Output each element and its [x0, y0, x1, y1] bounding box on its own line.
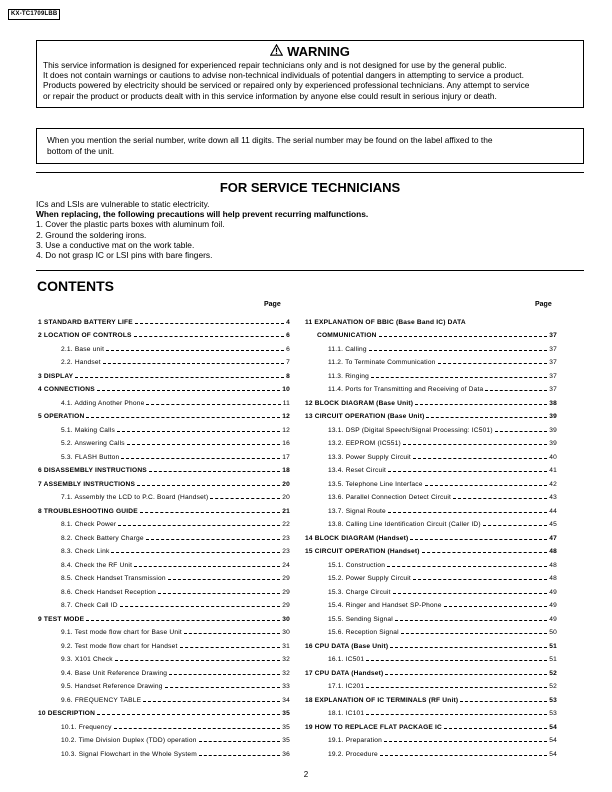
toc-entry[interactable] — [305, 731, 557, 745]
contents-title: CONTENTS — [37, 278, 114, 294]
toc-entry[interactable] — [305, 623, 557, 637]
contents-left-column — [38, 312, 290, 758]
toc-entry[interactable] — [305, 569, 557, 583]
toc-leader — [426, 417, 547, 418]
toc-entry-page: 45 — [549, 521, 557, 528]
toc-entry-label: 10.1. Frequency — [61, 723, 112, 731]
toc-leader — [143, 701, 280, 702]
toc-leader — [395, 620, 547, 621]
toc-entry-label: 5 OPERATION — [38, 413, 85, 420]
toc-leader — [86, 417, 280, 418]
toc-entry-label: 18.1. IC101 — [328, 710, 365, 717]
toc-entry[interactable] — [38, 731, 290, 745]
toc-entry-label: 7 ASSEMBLY INSTRUCTIONS — [38, 480, 136, 488]
toc-entry[interactable] — [305, 650, 557, 664]
toc-entry[interactable] — [305, 609, 557, 623]
toc-entry[interactable] — [38, 393, 290, 407]
serial-note-box — [36, 128, 584, 164]
toc-leader — [114, 728, 281, 729]
toc-entry-label: 13.6. Parallel Connection Detect Circuit — [328, 494, 452, 501]
toc-entry-label: 1 STANDARD BATTERY LIFE — [38, 318, 133, 326]
toc-entry[interactable] — [305, 434, 557, 448]
toc-entry-page: 52 — [549, 669, 557, 677]
toc-leader — [388, 512, 547, 513]
toc-entry-page: 41 — [549, 467, 557, 474]
toc-entry[interactable] — [38, 380, 290, 394]
toc-entry-page: 4 — [286, 318, 290, 326]
toc-entry[interactable] — [38, 636, 290, 650]
toc-entry-label: 2.2. Handset — [61, 359, 101, 366]
toc-entry[interactable] — [305, 447, 557, 461]
toc-leader — [369, 350, 548, 351]
toc-leader — [135, 323, 284, 324]
toc-entry-page: 30 — [282, 629, 290, 636]
toc-entry-label: 15.5. Sending Signal — [328, 615, 393, 623]
toc-entry-label: 2 LOCATION OF CONTROLS — [38, 332, 132, 339]
serial-line: bottom of the unit. — [47, 145, 115, 156]
toc-entry-page: 51 — [549, 656, 557, 663]
toc-leader — [75, 377, 284, 378]
toc-leader — [146, 404, 280, 405]
serial-line: When you mention the serial number, write down all 11 digits. The serial number may be found on the label affixed to the — [47, 135, 493, 145]
warning-title: WARNING — [287, 44, 350, 59]
toc-entry[interactable] — [38, 704, 290, 718]
toc-leader — [422, 552, 548, 553]
toc-entry-page: 31 — [282, 642, 290, 650]
toc-entry[interactable] — [38, 744, 290, 758]
toc-entry-page: 37 — [549, 372, 557, 380]
toc-entry-page: 10 — [282, 386, 290, 393]
toc-leader — [385, 674, 547, 675]
toc-entry-label: 13.2. EEPROM (IC551) — [328, 440, 401, 447]
toc-entry-page: 20 — [282, 494, 290, 501]
toc-leader — [168, 579, 280, 580]
toc-leader — [460, 701, 547, 702]
precaution-step: 4. Do not grasp IC or LSI pins with bare fingers. — [36, 250, 213, 261]
toc-leader — [184, 633, 280, 634]
toc-entry-page: 37 — [549, 386, 557, 393]
toc-entry[interactable] — [38, 609, 290, 623]
toc-entry-page: 8 — [286, 372, 290, 380]
warning-line: or repair the product or products dealt with in this service information by anyone else could result in serious injury or death. — [43, 90, 497, 101]
toc-entry[interactable] — [305, 528, 557, 542]
toc-entry[interactable] — [38, 650, 290, 664]
toc-entry[interactable] — [38, 339, 290, 353]
toc-entry-page: 12 — [282, 426, 290, 434]
toc-entry-page: 32 — [282, 656, 290, 663]
toc-entry-label: 15.4. Ringer and Handset SP-Phone — [328, 602, 442, 609]
toc-leader — [495, 431, 548, 432]
toc-entry-page: 52 — [549, 683, 557, 690]
toc-leader — [366, 714, 547, 715]
toc-entry-label: 9.4. Base Unit Reference Drawing — [61, 669, 168, 677]
toc-entry[interactable] — [38, 690, 290, 704]
toc-entry[interactable] — [38, 407, 290, 421]
toc-entry[interactable] — [38, 555, 290, 569]
toc-leader — [106, 350, 284, 351]
toc-entry-page: 18 — [282, 467, 290, 474]
toc-leader — [366, 687, 547, 688]
toc-leader — [453, 498, 547, 499]
toc-entry-page: 35 — [282, 710, 290, 717]
toc-entry[interactable] — [38, 474, 290, 488]
toc-entry-label: 18 EXPLANATION OF IC TERMINALS (RF Unit) — [305, 696, 459, 704]
toc-entry[interactable] — [305, 542, 557, 556]
toc-leader — [384, 741, 547, 742]
toc-entry-page: 54 — [549, 750, 557, 758]
toc-entry[interactable] — [38, 434, 290, 448]
toc-entry-page: 16 — [282, 440, 290, 447]
toc-leader — [149, 471, 280, 472]
service-technicians-title: FOR SERVICE TECHNICIANS — [219, 180, 401, 195]
model-tag: KX-TC1709LBB — [8, 9, 60, 20]
warning-text — [37, 59, 583, 101]
toc-entry-page: 50 — [549, 629, 557, 636]
toc-entry[interactable] — [38, 663, 290, 677]
toc-leader — [387, 566, 547, 567]
warning-line: It does not contain warnings or cautions to advise non-technical individuals of potential dangers in attempting to service a product. — [43, 70, 524, 81]
toc-entry-page: 49 — [549, 602, 557, 609]
toc-entry-label: 13.1. DSP (Digital Speech/Signal Processing: IC501) — [328, 426, 493, 434]
toc-entry[interactable] — [305, 663, 557, 677]
toc-leader — [165, 687, 281, 688]
toc-entry-label: 12 BLOCK DIAGRAM (Base Unit) — [305, 399, 414, 407]
toc-entry-label: 5.1. Making Calls — [61, 426, 115, 434]
service-technicians-text — [36, 196, 584, 260]
toc-entry-label: 4 CONNECTIONS — [38, 386, 95, 393]
toc-entry-page: 24 — [282, 561, 290, 569]
toc-leader — [415, 404, 547, 405]
toc-entry[interactable] — [305, 636, 557, 650]
toc-entry-label: 10.3. Signal Flowchart in the Whole System — [61, 750, 197, 758]
contents-right-column — [305, 312, 557, 758]
toc-entry-page: 37 — [549, 359, 557, 366]
warning-box — [36, 40, 584, 108]
toc-entry[interactable] — [38, 623, 290, 637]
toc-leader — [388, 471, 547, 472]
toc-leader — [134, 566, 280, 567]
toc-entry[interactable] — [305, 420, 557, 434]
toc-entry-page: 38 — [549, 399, 557, 407]
toc-leader — [158, 593, 280, 594]
toc-leader — [111, 552, 280, 553]
toc-leader — [413, 579, 547, 580]
toc-entry[interactable] — [305, 366, 557, 380]
toc-entry-label: 15.1. Construction — [328, 561, 386, 569]
toc-entry-page: 53 — [549, 710, 557, 717]
toc-leader — [379, 336, 548, 337]
page-column-header-left: Page — [264, 301, 281, 308]
toc-entry-page: 39 — [549, 413, 557, 420]
toc-entry[interactable] — [38, 542, 290, 556]
toc-leader — [97, 714, 280, 715]
toc-entry[interactable] — [38, 420, 290, 434]
toc-entry-page: 43 — [549, 494, 557, 501]
toc-entry-page: 48 — [549, 575, 557, 582]
toc-entry-label: 7.1. Assembly the LCD to P.C. Board (Handset) — [61, 494, 209, 501]
toc-entry-page: 49 — [549, 615, 557, 623]
toc-entry[interactable] — [38, 461, 290, 475]
toc-entry-label: 9 TEST MODE — [38, 615, 85, 623]
toc-leader — [118, 525, 280, 526]
toc-leader — [117, 431, 280, 432]
toc-entry[interactable] — [305, 312, 557, 326]
toc-entry-label: 8.4. Check the RF Unit — [61, 561, 133, 569]
toc-entry-label: 9.2. Test mode flow chart for Handset — [61, 642, 178, 650]
toc-entry[interactable] — [305, 339, 557, 353]
toc-entry-label: 5.2. Answering Calls — [61, 440, 125, 447]
toc-entry-label: 8 TROUBLESHOOTING GUIDE — [38, 507, 138, 515]
toc-entry-label: 11.4. Ports for Transmitting and Receiving of Data — [328, 386, 484, 393]
toc-entry-page: 51 — [549, 642, 557, 650]
toc-leader — [401, 633, 548, 634]
toc-leader — [97, 390, 280, 391]
toc-entry-page: 35 — [282, 737, 290, 744]
toc-entry-page: 37 — [549, 332, 557, 339]
toc-entry-page: 48 — [549, 548, 557, 555]
toc-entry-label: 11.2. To Terminate Communication — [328, 359, 436, 366]
toc-leader — [210, 498, 280, 499]
toc-entry-label: 10.2. Time Division Duplex (TDD) operation — [61, 737, 197, 744]
toc-entry-label: COMMUNICATION — [317, 332, 377, 339]
toc-leader — [366, 660, 547, 661]
toc-entry-label: 8.2. Check Battery Charge — [61, 534, 144, 542]
toc-entry[interactable] — [38, 447, 290, 461]
toc-entry[interactable] — [305, 582, 557, 596]
toc-entry-page: 23 — [282, 548, 290, 555]
toc-entry-page: 6 — [286, 345, 290, 353]
toc-leader — [103, 363, 284, 364]
toc-entry-page: 42 — [549, 480, 557, 488]
toc-entry[interactable] — [305, 596, 557, 610]
toc-entry-label: 11.3. Ringing — [328, 372, 369, 380]
toc-leader — [403, 444, 547, 445]
precaution-step: 2. Ground the soldering irons. — [36, 229, 147, 240]
toc-entry-page: 23 — [282, 534, 290, 542]
toc-leader — [140, 512, 280, 513]
toc-entry-label: 8.7. Check Call ID — [61, 602, 118, 609]
toc-entry-label: 16.1. IC501 — [328, 656, 365, 663]
toc-entry[interactable] — [38, 569, 290, 583]
toc-entry-page: 54 — [549, 737, 557, 744]
toc-entry-label: 13.8. Calling Line Identification Circuit (Caller ID) — [328, 521, 481, 528]
toc-leader — [444, 606, 548, 607]
page-number: 2 — [303, 770, 309, 779]
toc-entry[interactable] — [305, 474, 557, 488]
toc-leader — [169, 674, 280, 675]
toc-entry[interactable] — [38, 717, 290, 731]
toc-leader — [146, 539, 281, 540]
toc-entry-label: 8.1. Check Power — [61, 521, 117, 528]
warning-line: This service information is designed for experienced repair technicians only and is not designed for use by the general public. — [43, 60, 507, 70]
toc-entry-page: 32 — [282, 669, 290, 677]
toc-entry-page: 49 — [549, 588, 557, 596]
toc-entry[interactable] — [305, 461, 557, 475]
toc-entry-label: 9.5. Handset Reference Drawing — [61, 683, 163, 690]
toc-entry-page: 48 — [549, 561, 557, 569]
toc-leader — [199, 755, 280, 756]
toc-entry-label: 17.1. IC201 — [328, 683, 365, 690]
toc-entry-page: 53 — [549, 696, 557, 704]
service-technicians-section — [36, 172, 584, 270]
toc-entry[interactable] — [38, 312, 290, 326]
toc-entry-label: 13.3. Power Supply Circuit — [328, 453, 411, 461]
toc-entry[interactable] — [305, 704, 557, 718]
toc-entry[interactable] — [305, 677, 557, 691]
toc-entry-label: 9.6. FREQUENCY TABLE — [61, 696, 142, 704]
toc-entry-label: 19.2. Procedure — [328, 750, 378, 758]
toc-entry[interactable] — [305, 488, 557, 502]
toc-entry[interactable] — [38, 677, 290, 691]
toc-entry-page: 22 — [282, 521, 290, 528]
toc-entry-page: 44 — [549, 507, 557, 515]
toc-entry-label: 17 CPU DATA (Handset) — [305, 669, 384, 677]
toc-entry[interactable] — [305, 744, 557, 758]
toc-leader — [121, 458, 280, 459]
toc-entry-label: 4.1. Adding Another Phone — [61, 399, 145, 407]
toc-entry-label: 13.5. Telephone Line Interface — [328, 480, 423, 488]
toc-entry-label: 14 BLOCK DIAGRAM (Handset) — [305, 534, 409, 542]
toc-entry-page: 54 — [549, 723, 557, 731]
toc-entry-page: 11 — [282, 399, 290, 407]
toc-entry[interactable] — [38, 366, 290, 380]
toc-entry-page: 12 — [282, 413, 290, 420]
toc-entry[interactable] — [38, 515, 290, 529]
toc-entry-page: 37 — [549, 345, 557, 353]
toc-leader — [86, 620, 280, 621]
precaution-heading: When replacing, the following precautions will help prevent recurring malfunctions. — [36, 209, 369, 220]
toc-entry[interactable] — [305, 407, 557, 421]
toc-entry-label: 15.6. Reception Signal — [328, 629, 399, 636]
toc-entry-label: 8.6. Check Handset Reception — [61, 588, 157, 596]
warning-triangle-icon — [270, 44, 283, 59]
toc-leader — [115, 660, 281, 661]
toc-entry-page: 47 — [549, 534, 557, 542]
toc-leader — [390, 647, 547, 648]
serial-note-text — [37, 129, 583, 157]
warning-heading — [37, 44, 583, 59]
toc-entry[interactable] — [38, 582, 290, 596]
toc-entry-label: 19.1. Preparation — [328, 737, 382, 744]
toc-entry-page: 34 — [282, 696, 290, 704]
toc-entry-label: 11 EXPLANATION OF BBIC (Base Band IC) DATA — [305, 318, 466, 326]
toc-entry-page: 21 — [282, 507, 290, 515]
toc-entry-page: 6 — [286, 332, 290, 339]
toc-entry-label: 13.7. Signal Route — [328, 507, 386, 515]
section-divider — [36, 270, 584, 271]
toc-leader — [127, 444, 281, 445]
toc-entry-page: 39 — [549, 426, 557, 434]
toc-leader — [371, 377, 547, 378]
toc-entry-label: 13.4. Reset Circuit — [328, 467, 387, 474]
toc-entry-label: 13 CIRCUIT OPERATION (Base Unit) — [305, 413, 425, 420]
toc-leader — [483, 525, 547, 526]
toc-entry[interactable] — [305, 393, 557, 407]
toc-entry[interactable] — [38, 488, 290, 502]
toc-leader — [180, 647, 281, 648]
toc-leader — [438, 363, 548, 364]
toc-entry[interactable] — [38, 501, 290, 515]
precaution-step: 3. Use a conductive mat on the work table. — [36, 239, 195, 250]
toc-entry[interactable] — [305, 717, 557, 731]
toc-entry-label: 15.2. Power Supply Circuit — [328, 575, 411, 582]
toc-entry-page: 33 — [282, 683, 290, 690]
toc-entry-label: 8.5. Check Handset Transmission — [61, 575, 166, 582]
toc-entry-page: 17 — [282, 453, 290, 461]
toc-entry-page: 29 — [282, 588, 290, 596]
toc-leader — [393, 593, 548, 594]
toc-entry-label: 9.1. Test mode flow chart for Base Unit — [61, 629, 182, 636]
toc-leader — [425, 485, 548, 486]
toc-entry[interactable] — [305, 515, 557, 529]
toc-entry-label: 6 DISASSEMBLY INSTRUCTIONS — [38, 467, 147, 474]
toc-entry-label: 3 DISPLAY — [38, 372, 74, 380]
toc-leader — [413, 458, 547, 459]
toc-entry[interactable] — [38, 528, 290, 542]
toc-entry-page: 29 — [282, 575, 290, 582]
toc-entry[interactable] — [305, 501, 557, 515]
toc-entry-label: 15.3. Charge Circuit — [328, 588, 391, 596]
toc-entry[interactable] — [38, 326, 290, 340]
toc-entry-label: 16 CPU DATA (Base Unit) — [305, 642, 389, 650]
toc-leader — [485, 390, 547, 391]
precaution-step: 1. Cover the plastic parts boxes with aluminum foil. — [36, 219, 225, 230]
toc-entry-page: 40 — [549, 453, 557, 461]
toc-entry-label: 5.3. FLASH Button — [61, 453, 120, 461]
static-warning-line: ICs and LSIs are vulnerable to static electricity. — [36, 199, 210, 209]
toc-entry-page: 7 — [286, 359, 290, 366]
toc-entry-label: 9.3. X101 Check — [61, 656, 113, 663]
toc-entry-label: 15 CIRCUIT OPERATION (Handset) — [305, 548, 420, 555]
page-column-header-right: Page — [535, 301, 552, 308]
toc-leader — [199, 741, 281, 742]
toc-leader — [380, 755, 547, 756]
toc-entry-page: 29 — [282, 602, 290, 609]
toc-entry[interactable] — [305, 690, 557, 704]
toc-leader — [120, 606, 281, 607]
toc-entry[interactable] — [305, 353, 557, 367]
toc-entry[interactable] — [38, 596, 290, 610]
toc-leader — [137, 485, 280, 486]
toc-entry[interactable] — [305, 555, 557, 569]
toc-entry-page: 36 — [282, 750, 290, 758]
toc-entry-page: 20 — [282, 480, 290, 488]
toc-entry-page: 39 — [549, 440, 557, 447]
toc-entry-label: 19 HOW TO REPLACE FLAT PACKAGE IC — [305, 723, 443, 731]
toc-entry-label: 11.1. Calling — [328, 345, 367, 353]
toc-entry-label: 2.1. Base unit — [61, 345, 105, 353]
warning-line: Products powered by electricity should be serviced or repaired only by experienced professional technicians. Any attempt to service — [43, 80, 530, 91]
toc-leader — [444, 728, 547, 729]
toc-entry[interactable] — [305, 326, 557, 340]
toc-leader — [134, 336, 284, 337]
toc-entry[interactable] — [305, 380, 557, 394]
toc-entry-page: 30 — [282, 615, 290, 623]
toc-entry-label: 8.3. Check Link — [61, 548, 110, 555]
toc-entry[interactable] — [38, 353, 290, 367]
toc-entry-page: 35 — [282, 723, 290, 731]
toc-leader — [410, 539, 547, 540]
toc-entry-label: 10 DESCRIPTION — [38, 710, 96, 717]
